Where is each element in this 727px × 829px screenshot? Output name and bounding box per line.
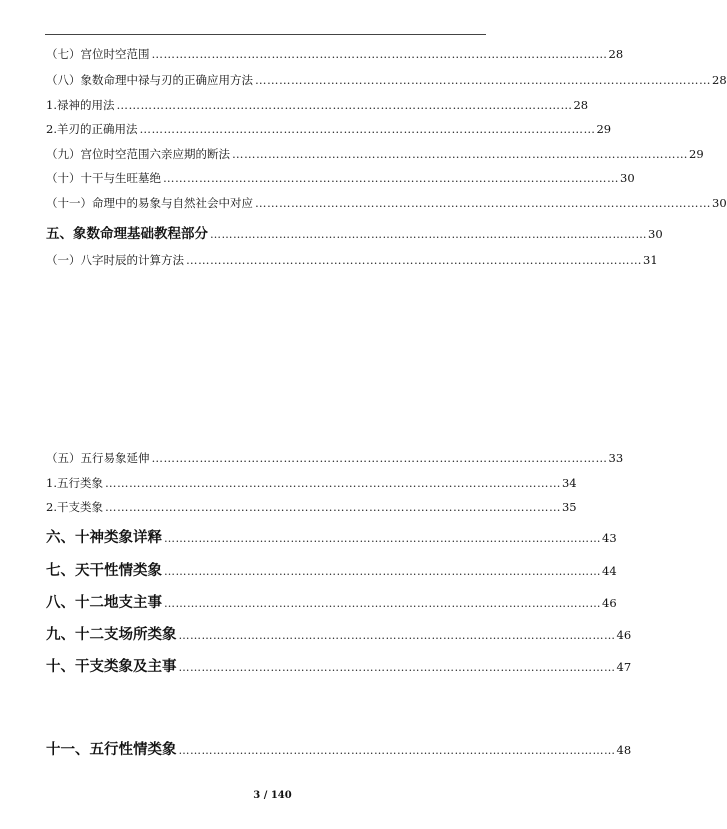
toc-entry-label: （十一）命理中的易象与自然社会中对应 [46, 196, 253, 210]
dot-leader: …………………………………………………………………………………………………… [104, 476, 561, 490]
dot-leader: …………………………………………………………………………………………………… [163, 171, 619, 185]
toc-page-number: 46 [602, 596, 617, 610]
toc-entry[interactable] [46, 591, 617, 612]
toc-page-number: 30 [620, 171, 635, 185]
dot-leader: …………………………………………………………………………………………………… [151, 47, 608, 61]
toc-entry[interactable] [46, 195, 727, 211]
toc-entry[interactable] [46, 72, 727, 88]
toc-entry-label: 七、天干性情类象 [46, 562, 162, 579]
dot-leader: …………………………………………………………………………………………………… [139, 122, 596, 136]
dot-leader: …………………………………………………………………………………………………… [178, 744, 616, 757]
toc-entry[interactable] [46, 170, 635, 186]
toc-entry[interactable] [46, 46, 624, 62]
toc-page-number: 28 [573, 98, 589, 112]
dot-leader: …………………………………………………………………………………………………… [164, 597, 601, 610]
toc-entry-label: （八）象数命理中禄与刃的正确应用方法 [46, 73, 253, 87]
page-indicator: 3 / 140 [253, 790, 292, 801]
toc-entry[interactable] [46, 121, 612, 137]
toc-page-number: 34 [561, 476, 577, 490]
toc-entry[interactable] [46, 499, 577, 515]
toc-page-number: 35 [561, 500, 577, 514]
toc-entry[interactable] [46, 252, 658, 268]
toc-entry-label: （十）十干与生旺墓绝 [46, 171, 161, 185]
toc-page-number: 43 [602, 531, 617, 545]
dot-leader: …………………………………………………………………………………………………… [178, 629, 616, 642]
toc-entry-label: （九）宫位时空范围六亲应期的断法 [46, 147, 230, 161]
dot-leader: …………………………………………………………………………………………………… [116, 98, 573, 112]
toc-page-number: 30 [648, 227, 663, 241]
toc-page-number: 48 [616, 743, 632, 757]
dot-leader: …………………………………………………………………………………………………… [255, 73, 711, 87]
toc-entry[interactable] [46, 655, 632, 676]
toc-entry[interactable] [46, 146, 704, 162]
toc-entry-label: 五、象数命理基础教程部分 [46, 226, 208, 242]
toc-page-number: 31 [643, 253, 658, 267]
toc-page-number: 28 [712, 73, 727, 87]
toc-entry-label: 九、十二支场所类象 [46, 626, 177, 643]
toc-page-number: 29 [689, 147, 704, 161]
toc-entry[interactable] [46, 97, 589, 113]
toc-page-number: 47 [616, 660, 632, 674]
dot-leader: …………………………………………………………………………………………………… [210, 228, 647, 241]
dot-leader: …………………………………………………………………………………………………… [104, 500, 561, 514]
toc-page-number: 33 [608, 451, 624, 465]
toc-entry-label: （五）五行易象延伸 [46, 451, 150, 465]
toc-entry-label: 2.干支类象 [46, 500, 103, 514]
dot-leader: …………………………………………………………………………………………………… [151, 451, 608, 465]
dot-leader: …………………………………………………………………………………………………… [164, 565, 601, 578]
toc-entry[interactable] [46, 623, 632, 644]
toc-entry[interactable] [46, 559, 617, 580]
dot-leader: …………………………………………………………………………………………………… [164, 532, 601, 545]
toc-entry[interactable] [46, 222, 663, 242]
toc-entry-label: （七）宫位时空范围 [46, 47, 150, 61]
toc-entry[interactable] [46, 738, 632, 759]
dot-leader: …………………………………………………………………………………………………… [255, 196, 711, 210]
toc-entry-label: 八、十二地支主事 [46, 594, 162, 611]
toc-entry-label: （一）八字时辰的计算方法 [46, 253, 184, 267]
toc-entry[interactable] [46, 526, 617, 547]
toc-entry-label: 六、十神类象详释 [46, 529, 162, 546]
toc-page-number: 30 [712, 196, 727, 210]
toc-page-number: 29 [596, 122, 612, 136]
toc-entry-label: 十、干支类象及主事 [46, 658, 177, 675]
toc-page-number: 44 [602, 564, 617, 578]
header-rule [45, 34, 486, 35]
toc-entry-label: 2.羊刃的正确用法 [46, 122, 138, 136]
toc-entry[interactable] [46, 475, 577, 491]
dot-leader: …………………………………………………………………………………………………… [178, 661, 616, 674]
toc-entry[interactable] [46, 450, 624, 466]
toc-page-number: 28 [608, 47, 624, 61]
toc-entry-label: 1.禄神的用法 [46, 98, 115, 112]
dot-leader: …………………………………………………………………………………………………… [186, 253, 642, 267]
toc-entry-label: 1.五行类象 [46, 476, 103, 490]
toc-entry-label: 十一、五行性情类象 [46, 741, 177, 758]
dot-leader: …………………………………………………………………………………………………… [232, 147, 688, 161]
toc-page-number: 46 [616, 628, 632, 642]
